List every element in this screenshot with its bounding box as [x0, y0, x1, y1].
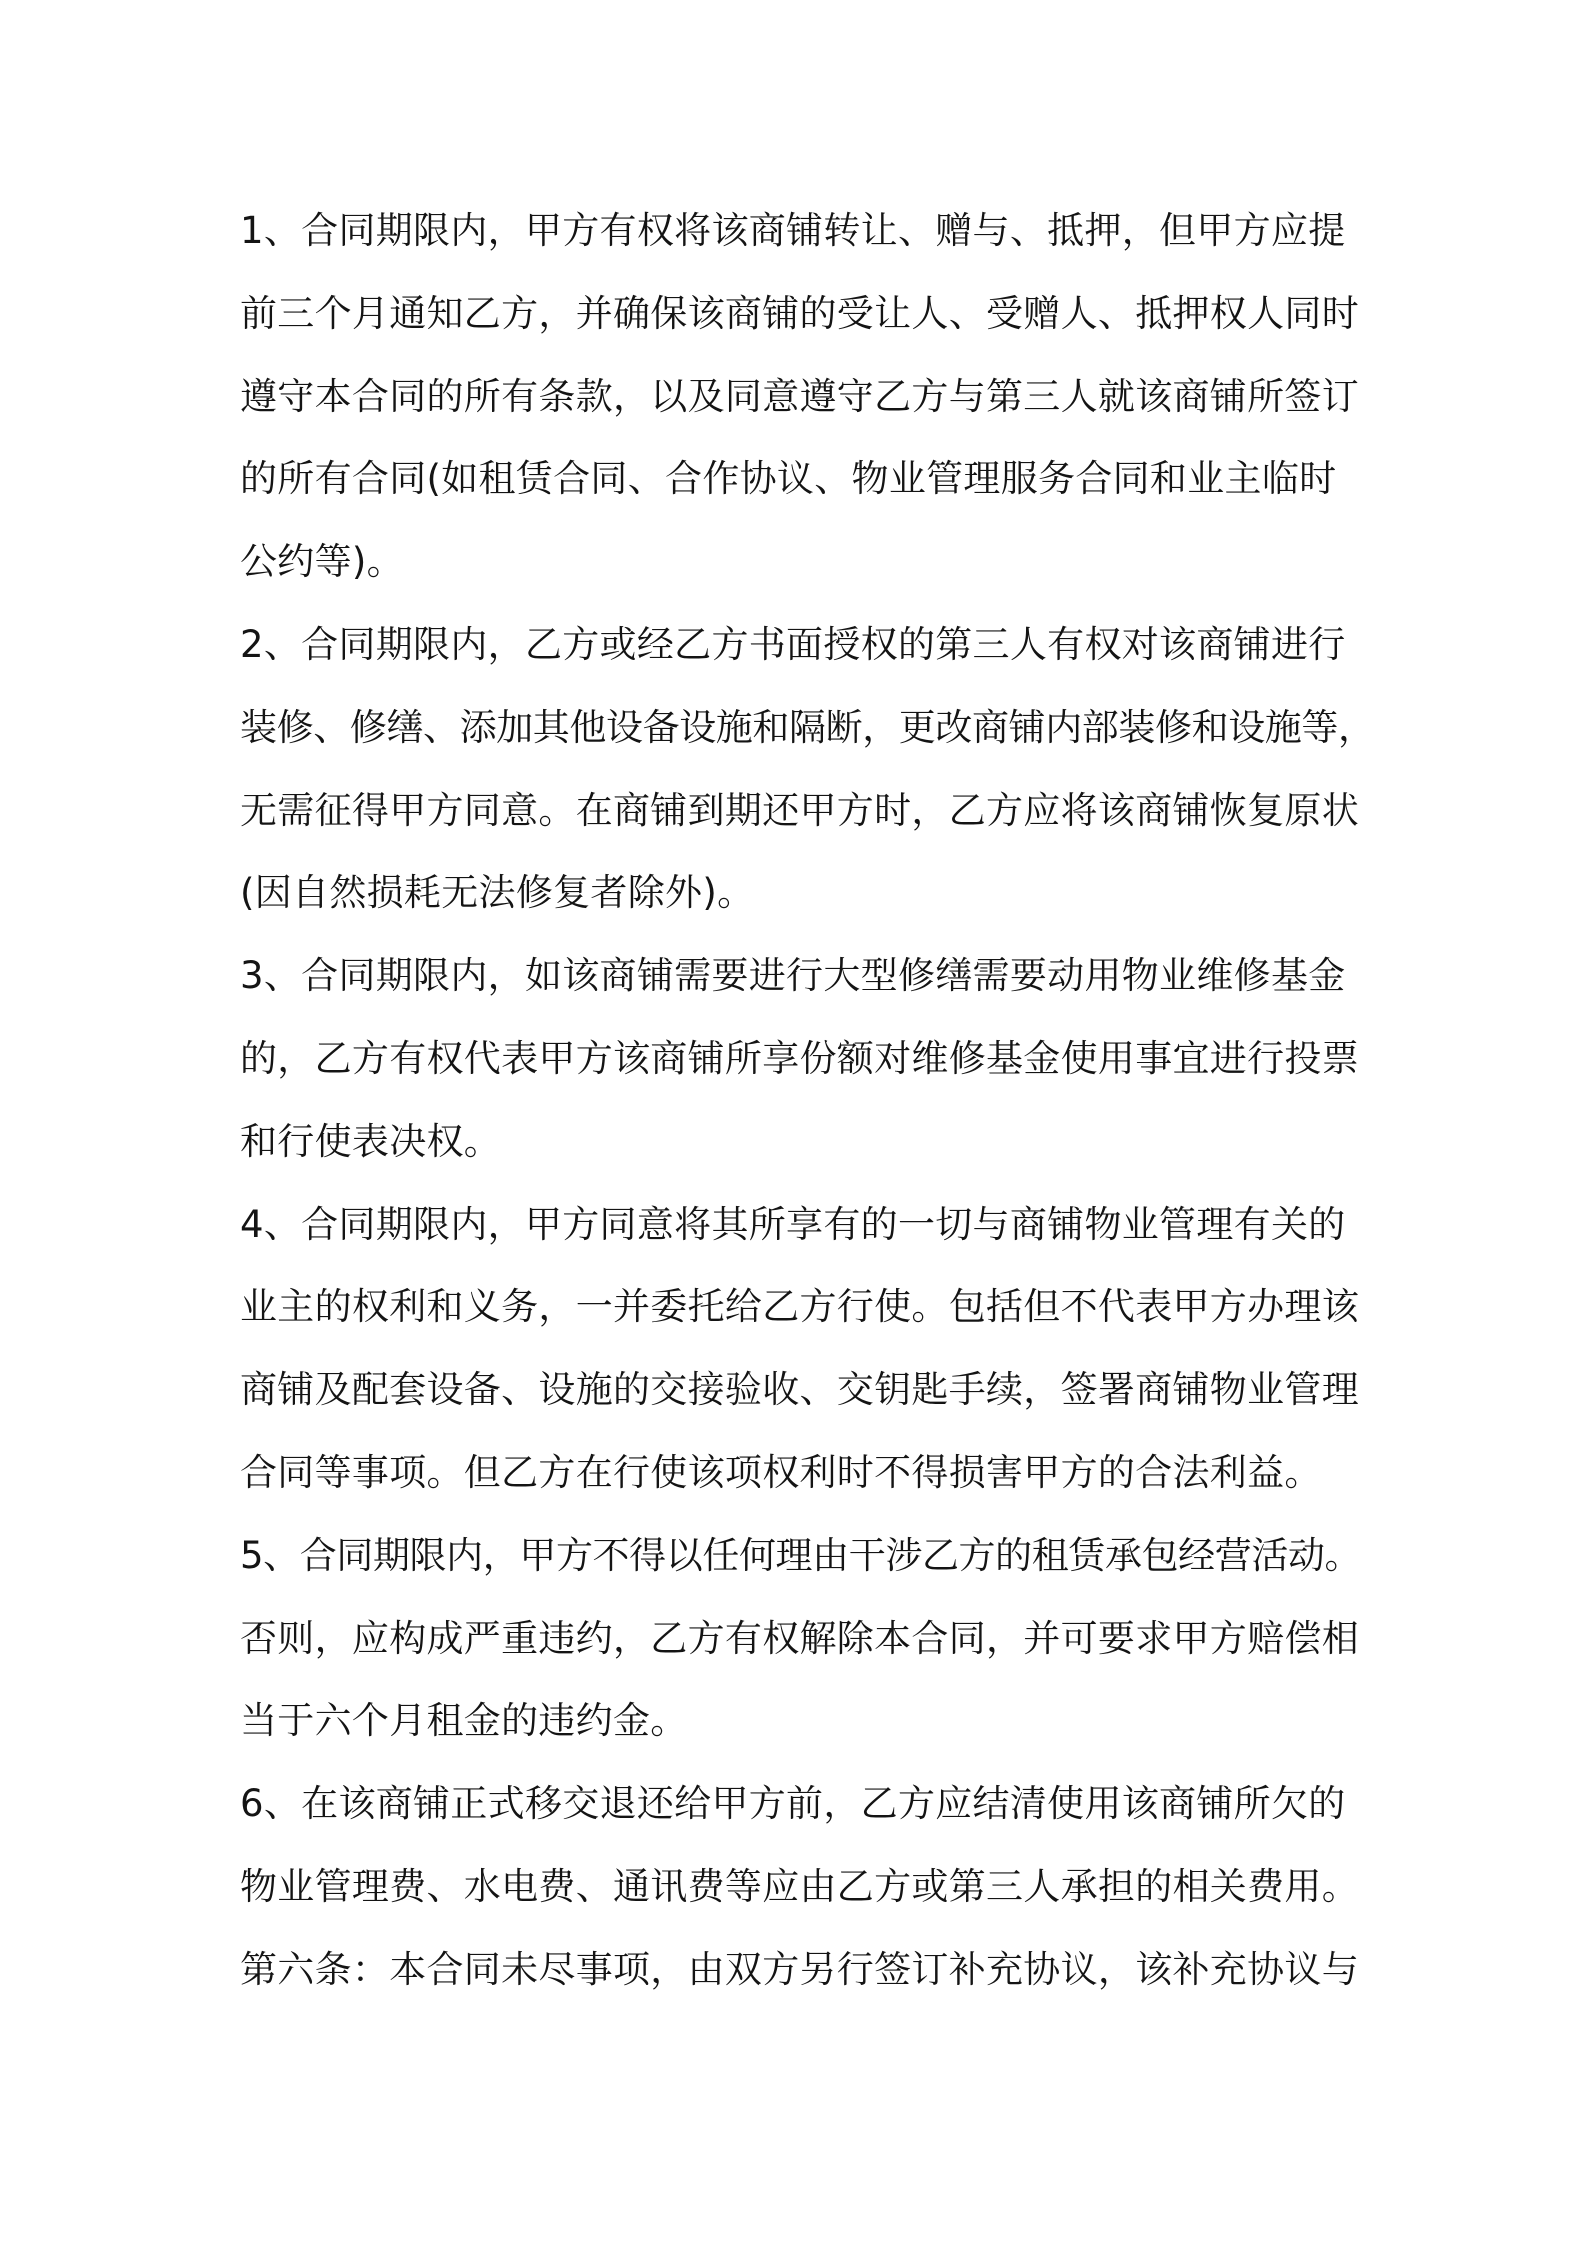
text-line: 1、合同期限内，甲方有权将该商铺转让、赠与、抵押，但甲方应提 — [240, 209, 1346, 252]
text-line: 装修、修缮、添加其他设备设施和隔断，更改商铺内部装修和设施等， — [240, 705, 1375, 749]
text-line: 5、合同期限内，甲方不得以任何理由干涉乙方的租赁承包经营活动。 — [240, 1533, 1362, 1577]
text-line: 业主的权利和义务，一并委托给乙方行使。包括但不代表甲方办理该 — [240, 1285, 1359, 1329]
text-line: (因自然损耗无法修复者除外)。 — [240, 871, 755, 915]
text-line: 公约等)。 — [240, 540, 404, 584]
text-line: 3、合同期限内，如该商铺需要进行大型修缮需要动用物业维修基金 — [240, 954, 1346, 998]
text-line: 第六条：本合同未尽事项，由双方另行签订补充协议，该补充协议与 — [240, 1947, 1359, 1991]
text-line: 2、合同期限内，乙方或经乙方书面授权的第三人有权对该商铺进行 — [240, 622, 1346, 666]
text-line: 前三个月通知乙方，并确保该商铺的受让人、受赠人、抵押权人同时 — [240, 291, 1359, 335]
text-line: 4、合同期限内，甲方同意将其所享有的一切与商铺物业管理有关的 — [240, 1202, 1346, 1246]
document-body — [240, 190, 1375, 2012]
text-line: 和行使表决权。 — [240, 1119, 502, 1163]
text-line: 合同等事项。但乙方在行使该项权利时不得损害甲方的合法利益。 — [240, 1450, 1322, 1494]
text-line: 否则，应构成严重违约，乙方有权解除本合同，并可要求甲方赔偿相 — [240, 1616, 1359, 1660]
text-line: 的所有合同(如租赁合同、合作协议、物业管理服务合同和业主临时 — [240, 457, 1337, 501]
text-line: 遵守本合同的所有条款，以及同意遵守乙方与第三人就该商铺所签订 — [240, 374, 1359, 418]
text-line: 物业管理费、水电费、通讯费等应由乙方或第三人承担的相关费用。 — [240, 1864, 1359, 1908]
text-line: 无需征得甲方同意。在商铺到期还甲方时，乙方应将该商铺恢复原状 — [240, 788, 1359, 832]
text-line: 商铺及配套设备、设施的交接验收、交钥匙手续，签署商铺物业管理 — [240, 1368, 1359, 1412]
text-line: 当于六个月租金的违约金。 — [240, 1699, 688, 1743]
text-line: 的，乙方有权代表甲方该商铺所享份额对维修基金使用事宜进行投票 — [240, 1036, 1359, 1080]
text-line: 6、在该商铺正式移交退还给甲方前，乙方应结清使用该商铺所欠的 — [240, 1782, 1346, 1826]
